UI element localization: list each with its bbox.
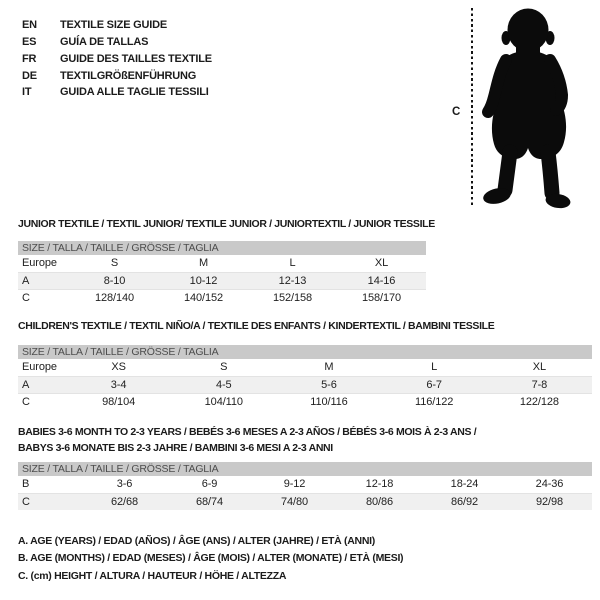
table-header-bar: SIZE / TALLA / TAILLE / GRÖSSE / TAGLIA	[18, 462, 592, 476]
table-cell: 152/158	[272, 291, 313, 304]
babies-section-heading	[18, 426, 476, 455]
language-title: GUIDA ALLE TAGLIE TESSILI	[60, 86, 209, 99]
table-cell: 86/92	[422, 493, 507, 510]
table-cell: M	[159, 255, 248, 272]
table-cell: 104/110	[204, 395, 243, 408]
footnotes	[18, 535, 403, 587]
row-label: C	[22, 395, 30, 408]
row-label: Europe	[18, 255, 70, 272]
table-cell: 9-12	[252, 476, 337, 493]
table-cell: 116/122	[415, 395, 454, 408]
table-cell: 8-10	[70, 272, 159, 289]
language-row	[22, 17, 212, 34]
footnote-b: B. AGE (MONTHS) / EDAD (MESES) / ÂGE (MOIS) / ALTER (MONATE) / ETÀ (MESI)	[18, 552, 404, 565]
table-cell: 4-5	[171, 376, 276, 393]
language-code: DE	[22, 69, 37, 82]
table-cell: 6-7	[382, 376, 487, 393]
row-label: Europe	[18, 359, 66, 376]
table-cell: 7-8	[487, 376, 592, 393]
row-label: C	[18, 493, 82, 510]
language-title: TEXTILE SIZE GUIDE	[60, 19, 168, 32]
language-row	[22, 67, 212, 84]
table-row	[18, 359, 592, 376]
table-cell: 92/98	[507, 493, 592, 510]
heading-text: CHILDREN'S TEXTILE / TEXTIL NIÑO/A / TEXTILE DES ENFANTS / KINDERTEXTIL / BAMBINI TESSILE	[18, 320, 495, 332]
table-header-bar: SIZE / TALLA / TAILLE / GRÖSSE / TAGLIA	[18, 345, 592, 359]
junior-section-heading	[18, 218, 435, 231]
table-cell: 3-6	[82, 476, 167, 493]
footnote-a: A. AGE (YEARS) / EDAD (AÑOS) / ÂGE (ANS) / ALTER (JAHRE) / ETÀ (ANNI)	[18, 535, 375, 547]
babies-size-table	[18, 476, 592, 510]
table-row	[18, 493, 592, 510]
table-cell: 12-13	[248, 272, 337, 289]
table-cell: M	[276, 359, 381, 376]
table-cell: L	[382, 359, 487, 376]
language-row	[22, 34, 212, 51]
row-label: A	[18, 376, 66, 393]
table-row	[18, 376, 592, 393]
table-row	[18, 476, 592, 493]
table-cell: XL	[337, 255, 426, 272]
table-cell: XL	[487, 359, 592, 376]
children-section-heading	[18, 320, 494, 333]
row-label: A	[18, 272, 70, 289]
table-cell: 5-6	[276, 376, 381, 393]
row-label: C	[22, 291, 30, 304]
table-cell: 62/68	[82, 493, 167, 510]
babies-size-section	[18, 462, 592, 510]
table-cell: 80/86	[337, 493, 422, 510]
table-cell: 68/74	[167, 493, 252, 510]
table-cell: 128/140	[94, 291, 135, 304]
footnote-c: C. (cm) HEIGHT / ALTURA / HAUTEUR / HÖHE / ALTEZZA	[18, 569, 287, 582]
heading-text: BABIES 3-6 MONTH TO 2-3 YEARS / BEBÉS 3-6 MESES A 2-3 AÑOS / BÉBÉS 3-6 MOIS À 2-3 ANS /	[18, 426, 477, 438]
language-title: GUIDE DES TAILLES TEXTILE	[60, 52, 212, 65]
language-title: GUÍA DE TALLAS	[60, 36, 149, 49]
heading-text: JUNIOR TEXTILE / TEXTIL JUNIOR/ TEXTILE JUNIOR / JUNIORTEXTIL / JUNIOR TESSILE	[18, 218, 435, 230]
table-cell: 140/152	[183, 291, 224, 304]
table-cell: L	[248, 255, 337, 272]
language-code: FR	[22, 52, 37, 65]
table-header-bar: SIZE / TALLA / TAILLE / GRÖSSE / TAGLIA	[18, 241, 426, 255]
height-label-c: C	[452, 106, 461, 118]
table-cell: 3-4	[66, 376, 171, 393]
table-row	[18, 255, 426, 272]
table-cell: 158/170	[361, 291, 402, 304]
language-code: EN	[22, 19, 37, 32]
row-label: B	[18, 476, 82, 493]
table-cell: 98/104	[102, 395, 136, 408]
table-cell: 122/128	[519, 395, 559, 408]
table-cell: 18-24	[422, 476, 507, 493]
table-cell: 24-36	[507, 476, 592, 493]
children-size-table	[18, 359, 592, 410]
toddler-silhouette-image	[468, 2, 600, 216]
table-cell: 6-9	[167, 476, 252, 493]
table-cell: S	[171, 359, 276, 376]
table-cell: 110/116	[310, 395, 348, 408]
table-row	[18, 289, 426, 306]
junior-size-section	[18, 241, 426, 306]
table-cell: 10-12	[159, 272, 248, 289]
language-list	[22, 17, 212, 101]
language-row	[22, 84, 212, 101]
language-title: TEXTILGRÖßENFÜHRUNG	[60, 69, 197, 82]
table-row	[18, 272, 426, 289]
heading-text: BABYS 3-6 MONATE BIS 2-3 JAHRE / BAMBINI 3-6 MESI A 2-3 ANNI	[18, 442, 333, 454]
table-row	[18, 393, 592, 410]
children-size-section	[18, 345, 592, 410]
table-cell: 14-16	[337, 272, 426, 289]
table-cell: XS	[66, 359, 171, 376]
language-row	[22, 51, 212, 68]
language-code: ES	[22, 36, 37, 49]
language-code: IT	[22, 86, 32, 99]
table-cell: 74/80	[252, 493, 337, 510]
table-cell: S	[70, 255, 159, 272]
junior-size-table	[18, 255, 426, 306]
table-cell: 12-18	[337, 476, 422, 493]
